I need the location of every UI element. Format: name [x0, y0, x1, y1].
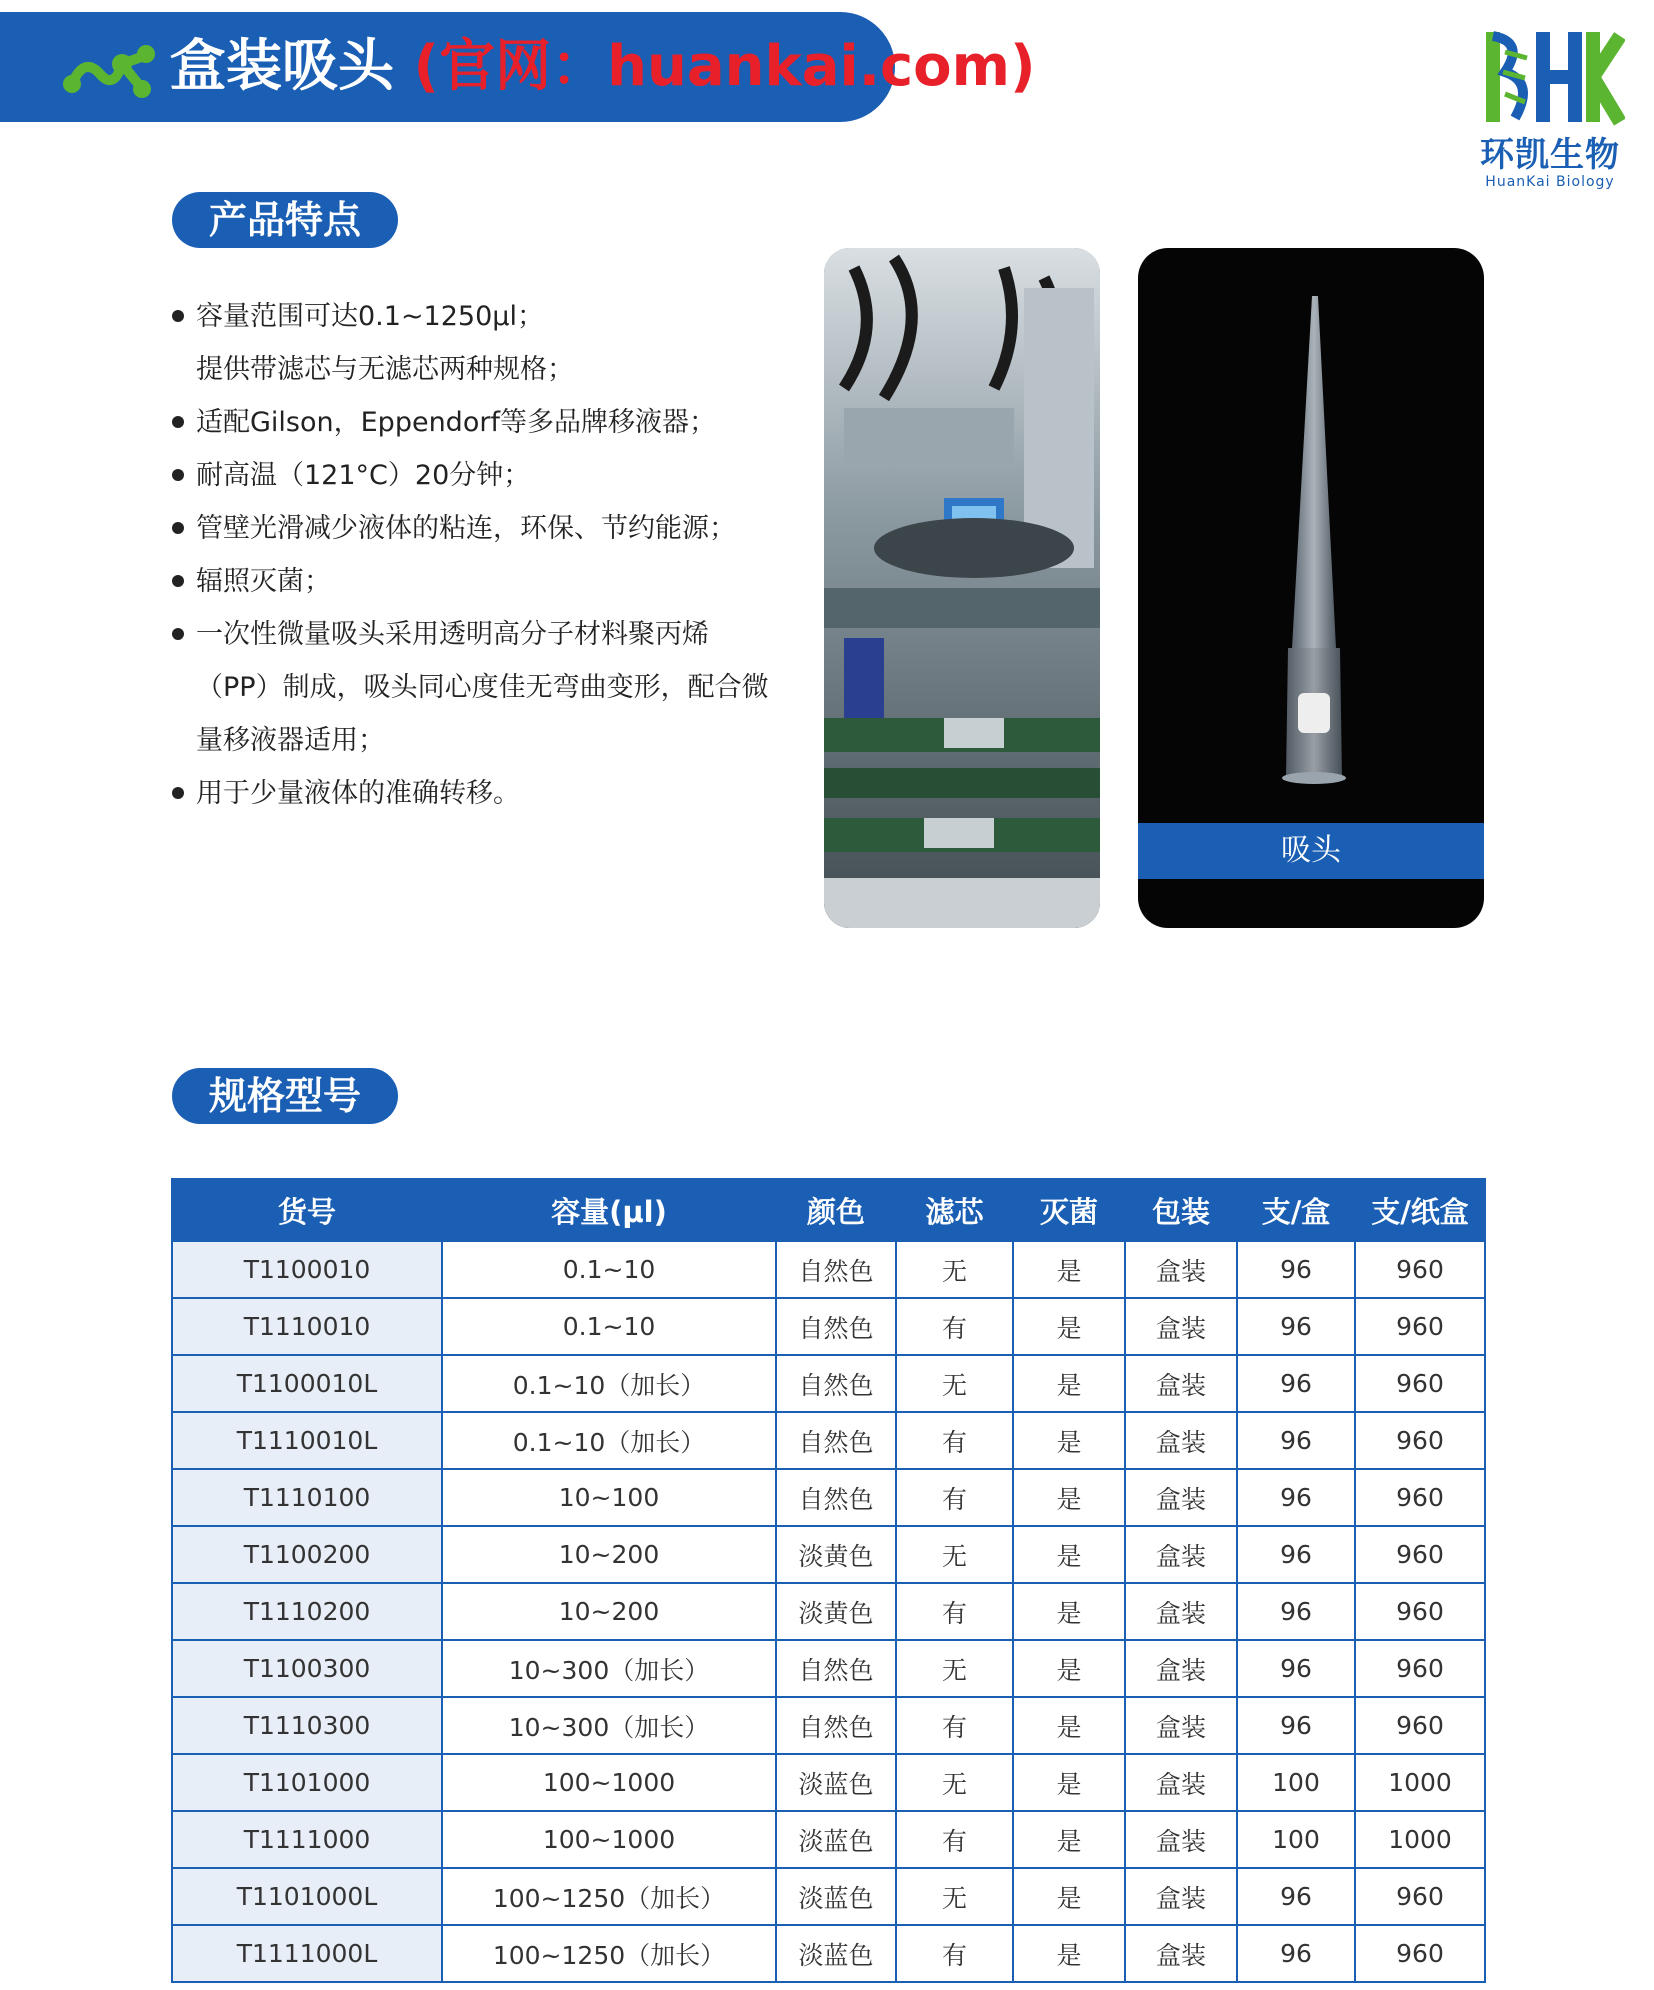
table-cell: 淡黄色 [776, 1526, 896, 1583]
table-row [172, 1868, 1485, 1925]
table-row [172, 1469, 1485, 1526]
product-image-caption: 吸头 [1138, 823, 1484, 879]
bullet-icon [172, 787, 184, 799]
table-cell: 自然色 [776, 1640, 896, 1697]
table-cell: 自然色 [776, 1697, 896, 1754]
column-header: 灭菌 [1013, 1179, 1125, 1241]
table-cell: 是 [1013, 1640, 1125, 1697]
table-cell: 无 [896, 1355, 1013, 1412]
table-cell: 10~300（加长） [442, 1697, 776, 1754]
table-row [172, 1640, 1485, 1697]
table-cell: 是 [1013, 1868, 1125, 1925]
table-cell: 盒装 [1125, 1697, 1237, 1754]
column-header: 货号 [172, 1179, 442, 1241]
table-cell: 960 [1355, 1241, 1485, 1298]
spec-heading: 规格型号 [172, 1068, 398, 1124]
bullet-icon [172, 416, 184, 428]
table-cell: 是 [1013, 1526, 1125, 1583]
table-cell: 是 [1013, 1697, 1125, 1754]
feature-item [170, 290, 770, 396]
table-cell: 1000 [1355, 1811, 1485, 1868]
table-cell: 自然色 [776, 1412, 896, 1469]
feature-text: 适配Gilson，Eppendorf等多品牌移液器； [196, 407, 716, 438]
table-cell: 有 [896, 1412, 1013, 1469]
brand-name-en: HuanKai Biology [1485, 174, 1615, 190]
pipette-tip-photo [1138, 248, 1484, 928]
table-row [172, 1697, 1485, 1754]
table-cell: 盒装 [1125, 1583, 1237, 1640]
table-row [172, 1925, 1485, 1982]
product-code-cell: T1101000 [172, 1754, 442, 1811]
table-cell: 盒装 [1125, 1526, 1237, 1583]
table-cell: 有 [896, 1469, 1013, 1526]
feature-item [170, 396, 770, 449]
feature-text: （PP）制成，吸头同心度佳无弯曲变形，配合微 [196, 672, 769, 703]
spec-table [171, 1178, 1486, 1983]
table-cell: 自然色 [776, 1355, 896, 1412]
table-cell: 96 [1237, 1697, 1355, 1754]
product-code-cell: T1100200 [172, 1526, 442, 1583]
table-cell: 盒装 [1125, 1868, 1237, 1925]
product-code-cell: T1110010 [172, 1298, 442, 1355]
table-cell: 960 [1355, 1355, 1485, 1412]
product-code-cell: T1100010 [172, 1241, 442, 1298]
table-cell: 960 [1355, 1868, 1485, 1925]
bullet-icon [172, 522, 184, 534]
product-code-cell: T1101000L [172, 1868, 442, 1925]
production-line-photo [824, 248, 1100, 928]
table-cell: 盒装 [1125, 1469, 1237, 1526]
feature-text: 耐高温（121°C）20分钟； [196, 460, 531, 491]
table-cell: 960 [1355, 1526, 1485, 1583]
table-cell: 100 [1237, 1754, 1355, 1811]
table-row [172, 1355, 1485, 1412]
features-heading: 产品特点 [172, 192, 398, 248]
brand-name-cn: 环凯生物 [1480, 135, 1620, 175]
table-cell: 是 [1013, 1355, 1125, 1412]
table-cell: 淡蓝色 [776, 1925, 896, 1982]
column-header: 支/纸盒 [1355, 1179, 1485, 1241]
table-cell: 96 [1237, 1355, 1355, 1412]
table-row [172, 1583, 1485, 1640]
bullet-icon [172, 310, 184, 322]
feature-text: 容量范围可达0.1~1250μl； [196, 301, 544, 332]
feature-item [170, 555, 770, 608]
table-cell: 是 [1013, 1469, 1125, 1526]
product-code-cell: T1110100 [172, 1469, 442, 1526]
table-cell: 淡蓝色 [776, 1754, 896, 1811]
table-cell: 盒装 [1125, 1925, 1237, 1982]
table-cell: 无 [896, 1640, 1013, 1697]
column-header: 支/盒 [1237, 1179, 1355, 1241]
table-cell: 淡蓝色 [776, 1868, 896, 1925]
table-cell: 960 [1355, 1469, 1485, 1526]
molecule-logo-icon [62, 34, 157, 100]
feature-text: 辐照灭菌； [196, 566, 331, 597]
table-cell: 无 [896, 1526, 1013, 1583]
table-cell: 960 [1355, 1640, 1485, 1697]
table-header-row [172, 1179, 1485, 1241]
feature-text: 量移液器适用； [196, 725, 385, 756]
table-cell: 有 [896, 1811, 1013, 1868]
table-cell: 0.1~10（加长） [442, 1412, 776, 1469]
table-cell: 10~100 [442, 1469, 776, 1526]
table-cell: 0.1~10 [442, 1241, 776, 1298]
table-cell: 自然色 [776, 1298, 896, 1355]
pipette-tip-illustration [1138, 248, 1484, 823]
table-cell: 盒装 [1125, 1298, 1237, 1355]
table-cell: 100~1000 [442, 1811, 776, 1868]
table-cell: 96 [1237, 1298, 1355, 1355]
table-cell: 有 [896, 1925, 1013, 1982]
table-cell: 96 [1237, 1868, 1355, 1925]
table-cell: 盒装 [1125, 1811, 1237, 1868]
table-cell: 是 [1013, 1925, 1125, 1982]
column-header: 容量(μl) [442, 1179, 776, 1241]
table-cell: 盒装 [1125, 1754, 1237, 1811]
feature-text: 提供带滤芯与无滤芯两种规格； [196, 354, 574, 385]
table-cell: 有 [896, 1298, 1013, 1355]
table-cell: 是 [1013, 1583, 1125, 1640]
product-code-cell: T1110300 [172, 1697, 442, 1754]
product-code-cell: T1111000L [172, 1925, 442, 1982]
table-cell: 100~1000 [442, 1754, 776, 1811]
table-body [172, 1241, 1485, 1982]
brand-logo [1465, 22, 1635, 192]
table-cell: 96 [1237, 1412, 1355, 1469]
table-cell: 无 [896, 1754, 1013, 1811]
product-code-cell: T1111000 [172, 1811, 442, 1868]
table-cell: 盒装 [1125, 1241, 1237, 1298]
table-cell: 自然色 [776, 1469, 896, 1526]
table-cell: 盒装 [1125, 1355, 1237, 1412]
table-cell: 盒装 [1125, 1412, 1237, 1469]
header-bar [0, 12, 1036, 122]
table-cell: 淡黄色 [776, 1583, 896, 1640]
product-code-cell: T1110010L [172, 1412, 442, 1469]
bullet-icon [172, 628, 184, 640]
table-cell: 100 [1237, 1811, 1355, 1868]
bhk-logo-icon [1475, 22, 1625, 132]
column-header: 包装 [1125, 1179, 1237, 1241]
table-row [172, 1754, 1485, 1811]
bullet-icon [172, 469, 184, 481]
table-cell: 96 [1237, 1925, 1355, 1982]
table-row [172, 1526, 1485, 1583]
table-cell: 960 [1355, 1583, 1485, 1640]
product-code-cell: T1100010L [172, 1355, 442, 1412]
table-cell: 有 [896, 1583, 1013, 1640]
table-cell: 0.1~10（加长） [442, 1355, 776, 1412]
table-cell: 是 [1013, 1754, 1125, 1811]
table-cell: 960 [1355, 1697, 1485, 1754]
product-code-cell: T1110200 [172, 1583, 442, 1640]
table-cell: 10~300（加长） [442, 1640, 776, 1697]
table-cell: 10~200 [442, 1526, 776, 1583]
table-cell: 无 [896, 1241, 1013, 1298]
table-cell: 96 [1237, 1526, 1355, 1583]
table-cell: 100~1250（加长） [442, 1868, 776, 1925]
table-cell: 100~1250（加长） [442, 1925, 776, 1982]
table-cell: 是 [1013, 1241, 1125, 1298]
column-header: 颜色 [776, 1179, 896, 1241]
bullet-icon [172, 575, 184, 587]
table-row [172, 1298, 1485, 1355]
product-code-cell: T1100300 [172, 1640, 442, 1697]
table-row [172, 1412, 1485, 1469]
table-cell: 96 [1237, 1241, 1355, 1298]
table-cell: 盒装 [1125, 1640, 1237, 1697]
feature-item [170, 449, 770, 502]
table-cell: 1000 [1355, 1754, 1485, 1811]
table-row [172, 1811, 1485, 1868]
table-cell: 96 [1237, 1583, 1355, 1640]
table-cell: 是 [1013, 1811, 1125, 1868]
website-url-label: (官网：huankai.com) [413, 34, 1036, 99]
feature-item [170, 608, 770, 767]
feature-text: 用于少量液体的准确转移。 [196, 778, 520, 809]
table-cell: 有 [896, 1697, 1013, 1754]
table-cell: 是 [1013, 1412, 1125, 1469]
feature-text: 管壁光滑减少液体的粘连，环保、节约能源； [196, 513, 736, 544]
table-cell: 96 [1237, 1469, 1355, 1526]
table-cell: 960 [1355, 1925, 1485, 1982]
machine-illustration [824, 248, 1100, 928]
table-cell: 无 [896, 1868, 1013, 1925]
table-cell: 0.1~10 [442, 1298, 776, 1355]
table-cell: 淡蓝色 [776, 1811, 896, 1868]
page-title [170, 34, 1036, 100]
page-title-text: 盒装吸头 [170, 34, 394, 99]
feature-text: 一次性微量吸头采用透明高分子材料聚丙烯 [196, 619, 709, 650]
table-row [172, 1241, 1485, 1298]
table-cell: 10~200 [442, 1583, 776, 1640]
table-cell: 960 [1355, 1412, 1485, 1469]
feature-item [170, 502, 770, 555]
column-header: 滤芯 [896, 1179, 1013, 1241]
feature-item [170, 767, 770, 820]
features-list [170, 290, 770, 820]
table-cell: 96 [1237, 1640, 1355, 1697]
table-cell: 960 [1355, 1298, 1485, 1355]
table-cell: 是 [1013, 1298, 1125, 1355]
table-cell: 自然色 [776, 1241, 896, 1298]
